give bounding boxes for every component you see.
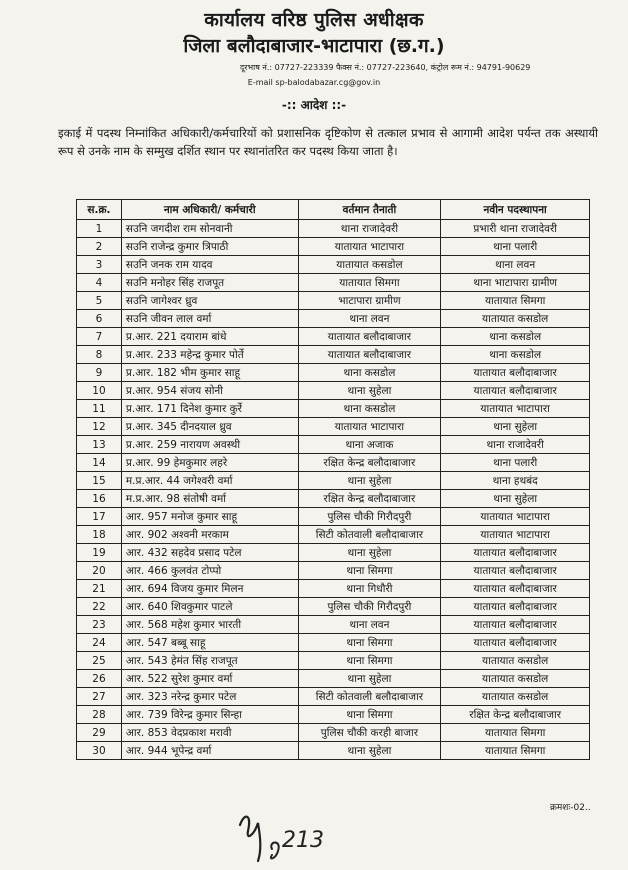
serial-cell: 29 xyxy=(77,724,122,742)
serial-cell: 27 xyxy=(77,688,122,706)
serial-cell: 16 xyxy=(77,490,122,508)
current-posting-cell: थाना राजादेवरी xyxy=(298,220,441,238)
new-posting-cell: थाना भाटापारा ग्रामीण xyxy=(441,274,590,292)
new-posting-cell: यातायात भाटापारा xyxy=(441,526,590,544)
current-posting-cell: भाटापारा ग्रामीण xyxy=(298,292,441,310)
current-posting-cell: सिटी कोतवाली बलौदाबाजार xyxy=(298,688,441,706)
name-cell: सउनि जगदीश राम सोनवानी xyxy=(121,220,298,238)
current-posting-cell: थाना सुहेला xyxy=(298,382,441,400)
current-posting-cell: थाना कसडोल xyxy=(298,400,441,418)
signature-number: 213 xyxy=(282,828,324,853)
order-paragraph: इकाई में पदस्थ निम्नांकित अधिकारी/कर्मचारियों को प्रशासनिक दृष्टिकोण से तत्काल प्रभाव से आगामी आदेश पर्यन्त तक अस्थायी रूप से उनके नाम के सम्मुख दर्शित स्थान पर स्थानांतरित कर पदस्थ किया जाता है। xyxy=(58,126,598,158)
table-row xyxy=(77,238,590,256)
serial-cell: 21 xyxy=(77,580,122,598)
new-posting-cell: यातायात बलौदाबाजार xyxy=(441,580,590,598)
current-posting-cell: थाना सिमगा xyxy=(298,652,441,670)
table-row xyxy=(77,508,590,526)
table-row xyxy=(77,490,590,508)
current-posting-cell: यातायात भाटापारा xyxy=(298,418,441,436)
serial-cell: 26 xyxy=(77,670,122,688)
serial-cell: 8 xyxy=(77,346,122,364)
name-cell: प्र.आर. 171 दिनेश कुमार कुर्रे xyxy=(121,400,298,418)
table-row xyxy=(77,562,590,580)
table-row xyxy=(77,580,590,598)
serial-cell: 10 xyxy=(77,382,122,400)
new-posting-cell: यातायात भाटापारा xyxy=(441,508,590,526)
serial-cell: 19 xyxy=(77,544,122,562)
table-body xyxy=(77,220,590,760)
current-posting-cell: थाना लवन xyxy=(298,310,441,328)
new-posting-cell: रक्षित केन्द्र बलौदाबाजार xyxy=(441,706,590,724)
serial-cell: 13 xyxy=(77,436,122,454)
table-row xyxy=(77,292,590,310)
name-cell: आर. 902 अश्वनी मरकाम xyxy=(121,526,298,544)
serial-cell: 2 xyxy=(77,238,122,256)
new-posting-cell: यातायात बलौदाबाजार xyxy=(441,544,590,562)
name-cell: प्र.आर. 99 हेमकुमार लहरे xyxy=(121,454,298,472)
name-cell: आर. 547 बब्बू साहू xyxy=(121,634,298,652)
header-new-posting: नवीन पदस्थापना xyxy=(441,200,590,220)
new-posting-cell: थाना पलारी xyxy=(441,454,590,472)
serial-cell: 9 xyxy=(77,364,122,382)
serial-cell: 24 xyxy=(77,634,122,652)
header-current-posting: वर्तमान तैनाती xyxy=(298,200,441,220)
current-posting-cell: यातायात भाटापारा xyxy=(298,238,441,256)
new-posting-cell: यातायात सिमगा xyxy=(441,742,590,760)
table-row xyxy=(77,670,590,688)
name-cell: प्र.आर. 954 संजय सोनी xyxy=(121,382,298,400)
new-posting-cell: थाना लवन xyxy=(441,256,590,274)
table-row xyxy=(77,256,590,274)
serial-cell: 7 xyxy=(77,328,122,346)
name-cell: आर. 522 सुरेश कुमार वर्मा xyxy=(121,670,298,688)
table-row xyxy=(77,382,590,400)
current-posting-cell: थाना सिमगा xyxy=(298,634,441,652)
table-row xyxy=(77,634,590,652)
header-sn: स.क्र. xyxy=(77,200,122,220)
name-cell: प्र.आर. 233 महेन्द्र कुमार पोर्ते xyxy=(121,346,298,364)
name-cell: सउनि जनक राम यादव xyxy=(121,256,298,274)
table-row xyxy=(77,526,590,544)
new-posting-cell: थाना राजादेवरी xyxy=(441,436,590,454)
current-posting-cell: थाना लवन xyxy=(298,616,441,634)
new-posting-cell: यातायात सिमगा xyxy=(441,724,590,742)
order-title: -:: आदेश ::- xyxy=(281,98,347,112)
new-posting-cell: यातायात बलौदाबाजार xyxy=(441,616,590,634)
table-row xyxy=(77,400,590,418)
table-row xyxy=(77,346,590,364)
new-posting-cell: यातायात बलौदाबाजार xyxy=(441,598,590,616)
serial-cell: 18 xyxy=(77,526,122,544)
name-cell: सउनि जागेश्वर ध्रुव xyxy=(121,292,298,310)
table-row xyxy=(77,328,590,346)
table-row xyxy=(77,598,590,616)
serial-cell: 14 xyxy=(77,454,122,472)
table-row xyxy=(77,220,590,238)
current-posting-cell: पुलिस चौकी गिरौदपुरी xyxy=(298,598,441,616)
contact-line: दूरभाष नं.: 07727-223339 फैक्स नं.: 07727-223640, कंट्रोल रूम नं.: 94791-90629 xyxy=(240,63,531,72)
table-row xyxy=(77,472,590,490)
new-posting-cell: यातायात बलौदाबाजार xyxy=(441,364,590,382)
table-row xyxy=(77,436,590,454)
current-posting-cell: पुलिस चौकी करही बाजार xyxy=(298,724,441,742)
new-posting-cell: यातायात कसडोल xyxy=(441,670,590,688)
name-cell: म.प्र.आर. 98 संतोषी वर्मा xyxy=(121,490,298,508)
current-posting-cell: यातायात बलौदाबाजार xyxy=(298,346,441,364)
table-row xyxy=(77,616,590,634)
serial-cell: 22 xyxy=(77,598,122,616)
header-name: नाम अधिकारी/ कर्मचारी xyxy=(121,200,298,220)
name-cell: सउनि जीवन लाल वर्मा xyxy=(121,310,298,328)
new-posting-cell: थाना कसडोल xyxy=(441,328,590,346)
current-posting-cell: थाना सुहेला xyxy=(298,670,441,688)
new-posting-cell: थाना सुहेला xyxy=(441,490,590,508)
serial-cell: 30 xyxy=(77,742,122,760)
name-cell: सउनि मनोहर सिंह राजपूत xyxy=(121,274,298,292)
name-cell: सउनि राजेन्द्र कुमार त्रिपाठी xyxy=(121,238,298,256)
name-cell: आर. 432 सहदेव प्रसाद पटेल xyxy=(121,544,298,562)
table-row xyxy=(77,454,590,472)
serial-cell: 5 xyxy=(77,292,122,310)
name-cell: आर. 640 शिवकुमार पाटले xyxy=(121,598,298,616)
serial-cell: 12 xyxy=(77,418,122,436)
current-posting-cell: थाना सुहेला xyxy=(298,742,441,760)
serial-cell: 28 xyxy=(77,706,122,724)
name-cell: प्र.आर. 182 भीम कुमार साहू xyxy=(121,364,298,382)
serial-cell: 17 xyxy=(77,508,122,526)
table-row xyxy=(77,274,590,292)
current-posting-cell: थाना सिमगा xyxy=(298,706,441,724)
name-cell: आर. 323 नरेन्द्र कुमार पटेल xyxy=(121,688,298,706)
new-posting-cell: यातायात बलौदाबाजार xyxy=(441,634,590,652)
current-posting-cell: सिटी कोतवाली बलौदाबाजार xyxy=(298,526,441,544)
name-cell: आर. 568 महेश कुमार भारती xyxy=(121,616,298,634)
table-header-row xyxy=(77,200,590,220)
serial-cell: 25 xyxy=(77,652,122,670)
name-cell: आर. 944 भूपेन्द्र वर्मा xyxy=(121,742,298,760)
new-posting-cell: यातायात कसडोल xyxy=(441,652,590,670)
table-row xyxy=(77,652,590,670)
name-cell: आर. 853 वेदप्रकाश मरावी xyxy=(121,724,298,742)
table-row xyxy=(77,706,590,724)
serial-cell: 1 xyxy=(77,220,122,238)
serial-cell: 20 xyxy=(77,562,122,580)
name-cell: प्र.आर. 259 नारायण अवस्थी xyxy=(121,436,298,454)
serial-cell: 23 xyxy=(77,616,122,634)
current-posting-cell: थाना सुहेला xyxy=(298,544,441,562)
transfer-table xyxy=(76,199,590,760)
table-row xyxy=(77,688,590,706)
table-row xyxy=(77,544,590,562)
name-cell: प्र.आर. 221 दयाराम बांधे xyxy=(121,328,298,346)
current-posting-cell: थाना सुहेला xyxy=(298,472,441,490)
table-row xyxy=(77,742,590,760)
name-cell: आर. 957 मनोज कुमार साहू xyxy=(121,508,298,526)
name-cell: आर. 694 विजय कुमार मिलन xyxy=(121,580,298,598)
serial-cell: 3 xyxy=(77,256,122,274)
new-posting-cell: यातायात कसडोल xyxy=(441,310,590,328)
current-posting-cell: रक्षित केन्द्र बलौदाबाजार xyxy=(298,454,441,472)
new-posting-cell: यातायात सिमगा xyxy=(441,292,590,310)
table-row xyxy=(77,364,590,382)
current-posting-cell: यातायात सिमगा xyxy=(298,274,441,292)
current-posting-cell: यातायात कसडोल xyxy=(298,256,441,274)
current-posting-cell: थाना अजाक xyxy=(298,436,441,454)
email-line: E-mail sp-balodabazar.cg@gov.in xyxy=(247,78,381,87)
new-posting-cell: थाना सुहेला xyxy=(441,418,590,436)
table-row xyxy=(77,724,590,742)
current-posting-cell: रक्षित केन्द्र बलौदाबाजार xyxy=(298,490,441,508)
serial-cell: 15 xyxy=(77,472,122,490)
name-cell: म.प्र.आर. 44 जगेश्वरी वर्मा xyxy=(121,472,298,490)
serial-cell: 4 xyxy=(77,274,122,292)
current-posting-cell: पुलिस चौकी गिरौदपुरी xyxy=(298,508,441,526)
current-posting-cell: थाना कसडोल xyxy=(298,364,441,382)
current-posting-cell: यातायात बलौदाबाजार xyxy=(298,328,441,346)
name-cell: प्र.आर. 345 दीनदयाल ध्रुव xyxy=(121,418,298,436)
new-posting-cell: थाना कसडोल xyxy=(441,346,590,364)
table-row xyxy=(77,310,590,328)
name-cell: आर. 466 कुलवंत टोप्पो xyxy=(121,562,298,580)
serial-cell: 6 xyxy=(77,310,122,328)
serial-cell: 11 xyxy=(77,400,122,418)
new-posting-cell: प्रभारी थाना राजादेवरी xyxy=(441,220,590,238)
table-row xyxy=(77,418,590,436)
new-posting-cell: यातायात बलौदाबाजार xyxy=(441,382,590,400)
district-title: जिला बलौदाबाजार-भाटापारा (छ.ग.) xyxy=(183,35,445,57)
new-posting-cell: थाना हथबंद xyxy=(441,472,590,490)
current-posting-cell: थाना गिधौरी xyxy=(298,580,441,598)
current-posting-cell: थाना सिमगा xyxy=(298,562,441,580)
continuation-note: क्रमशः-02.. xyxy=(550,803,591,813)
handwritten-signature xyxy=(232,805,342,867)
name-cell: आर. 543 हेमंत सिंह राजपूत xyxy=(121,652,298,670)
new-posting-cell: यातायात बलौदाबाजार xyxy=(441,562,590,580)
name-cell: आर. 739 विरेन्द्र कुमार सिन्हा xyxy=(121,706,298,724)
new-posting-cell: यातायात भाटापारा xyxy=(441,400,590,418)
new-posting-cell: थाना पलारी xyxy=(441,238,590,256)
new-posting-cell: यातायात कसडोल xyxy=(441,688,590,706)
office-title: कार्यालय वरिष्ठ पुलिस अधीक्षक xyxy=(204,9,424,31)
